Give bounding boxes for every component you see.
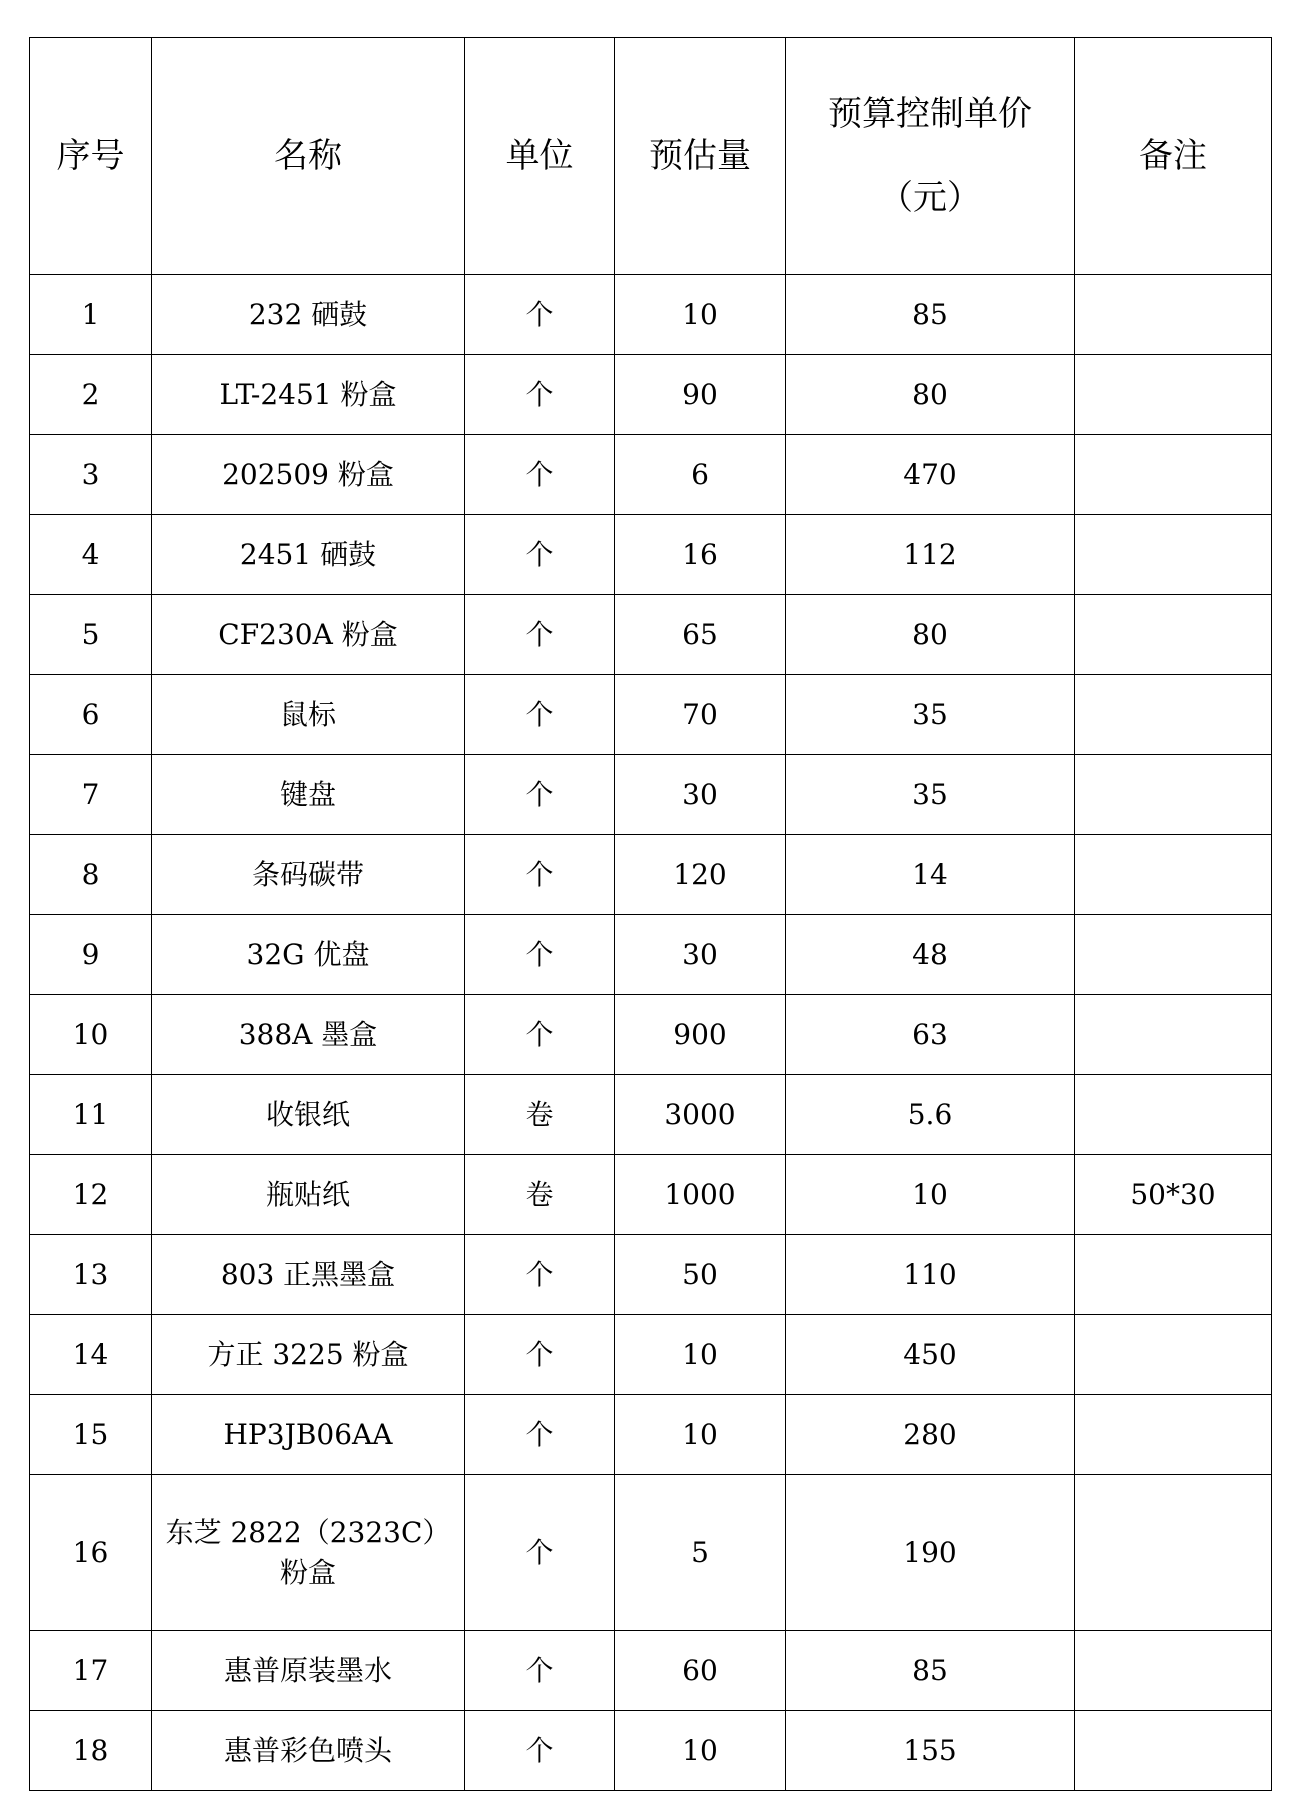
table-row [30,675,1272,755]
cell-index: 15 [30,1395,152,1475]
table-row [30,595,1272,675]
cell-name: 方正 3225 粉盒 [152,1315,465,1395]
cell-name: 鼠标 [152,675,465,755]
cell-index: 2 [30,355,152,435]
header-index: 序号 [30,38,152,275]
cell-remark [1075,595,1272,675]
cell-remark [1075,1475,1272,1631]
cell-price: 80 [786,595,1075,675]
cell-unit: 个 [465,1315,615,1395]
cell-name: 32G 优盘 [152,915,465,995]
cell-remark [1075,835,1272,915]
cell-remark [1075,1235,1272,1315]
cell-quantity: 1000 [615,1155,786,1235]
cell-price: 85 [786,275,1075,355]
cell-remark [1075,1395,1272,1475]
header-unit: 单位 [465,38,615,275]
cell-index: 16 [30,1475,152,1631]
header-price [786,38,1075,275]
table-body [30,275,1272,1791]
cell-index: 14 [30,1315,152,1395]
cell-quantity: 30 [615,755,786,835]
cell-unit: 卷 [465,1075,615,1155]
cell-remark [1075,1711,1272,1791]
cell-quantity: 90 [615,355,786,435]
table-row [30,1711,1272,1791]
table-row [30,835,1272,915]
table-row [30,1155,1272,1235]
cell-quantity: 65 [615,595,786,675]
cell-index: 12 [30,1155,152,1235]
cell-price: 5.6 [786,1075,1075,1155]
cell-unit: 个 [465,515,615,595]
cell-index: 11 [30,1075,152,1155]
cell-price: 35 [786,755,1075,835]
cell-price: 112 [786,515,1075,595]
cell-index: 9 [30,915,152,995]
header-price-line1: 预算控制单价 [828,94,1032,134]
cell-index: 6 [30,675,152,755]
cell-name: 803 正黑墨盒 [152,1235,465,1315]
cell-name: 惠普原装墨水 [152,1631,465,1711]
cell-remark [1075,915,1272,995]
cell-unit: 个 [465,1631,615,1711]
table-row [30,755,1272,835]
cell-name: 232 硒鼓 [152,275,465,355]
cell-name: LT-2451 粉盒 [152,355,465,435]
cell-quantity: 10 [615,1711,786,1791]
cell-name-line1: 东芝 2822（2323C） [165,1515,451,1549]
cell-name: HP3JB06AA [152,1395,465,1475]
cell-price: 10 [786,1155,1075,1235]
cell-remark [1075,435,1272,515]
cell-quantity: 10 [615,1395,786,1475]
cell-name: 键盘 [152,755,465,835]
cell-unit: 个 [465,835,615,915]
cell-name: CF230A 粉盒 [152,595,465,675]
cell-remark [1075,1631,1272,1711]
cell-price: 35 [786,675,1075,755]
cell-remark [1075,675,1272,755]
cell-remark: 50*30 [1075,1155,1272,1235]
cell-index: 17 [30,1631,152,1711]
cell-quantity: 6 [615,435,786,515]
table-row [30,1395,1272,1475]
cell-remark [1075,275,1272,355]
table-row [30,995,1272,1075]
table-row [30,355,1272,435]
cell-price: 450 [786,1315,1075,1395]
cell-remark [1075,995,1272,1075]
cell-unit: 个 [465,1711,615,1791]
cell-name: 收银纸 [152,1075,465,1155]
cell-quantity: 3000 [615,1075,786,1155]
table-row [30,1075,1272,1155]
cell-remark [1075,355,1272,435]
cell-price: 63 [786,995,1075,1075]
cell-quantity: 16 [615,515,786,595]
cell-unit: 个 [465,675,615,755]
cell-name-line2: 粉盒 [279,1555,336,1589]
table-row [30,275,1272,355]
cell-name: 388A 墨盒 [152,995,465,1075]
cell-price: 110 [786,1235,1075,1315]
cell-unit: 个 [465,355,615,435]
cell-unit: 个 [465,1235,615,1315]
cell-index: 8 [30,835,152,915]
cell-name: 2451 硒鼓 [152,515,465,595]
cell-unit: 个 [465,755,615,835]
table-row [30,1315,1272,1395]
procurement-table [29,37,1272,1791]
header-quantity: 预估量 [615,38,786,275]
table-row [30,435,1272,515]
header-price-line2: （元） [879,178,981,218]
cell-price: 85 [786,1631,1075,1711]
cell-index: 7 [30,755,152,835]
header-name: 名称 [152,38,465,275]
header-remark: 备注 [1075,38,1272,275]
cell-quantity: 120 [615,835,786,915]
cell-remark [1075,755,1272,835]
cell-price: 280 [786,1395,1075,1475]
table-row [30,1475,1272,1631]
cell-price: 155 [786,1711,1075,1791]
cell-unit: 个 [465,275,615,355]
cell-price: 80 [786,355,1075,435]
table-row [30,1235,1272,1315]
table-row [30,1631,1272,1711]
cell-quantity: 30 [615,915,786,995]
cell-remark [1075,1315,1272,1395]
cell-name: 条码碳带 [152,835,465,915]
cell-unit: 个 [465,995,615,1075]
cell-quantity: 60 [615,1631,786,1711]
cell-price: 48 [786,915,1075,995]
cell-price: 470 [786,435,1075,515]
table-row [30,515,1272,595]
table-row [30,915,1272,995]
cell-index: 18 [30,1711,152,1791]
cell-index: 4 [30,515,152,595]
cell-remark [1075,1075,1272,1155]
cell-index: 13 [30,1235,152,1315]
cell-quantity: 10 [615,275,786,355]
cell-unit: 个 [465,1395,615,1475]
cell-unit: 个 [465,435,615,515]
cell-price: 14 [786,835,1075,915]
cell-name: 惠普彩色喷头 [152,1711,465,1791]
cell-price: 190 [786,1475,1075,1631]
cell-quantity: 900 [615,995,786,1075]
procurement-table-container [29,37,1272,1791]
cell-index: 10 [30,995,152,1075]
cell-quantity: 10 [615,1315,786,1395]
header-row [30,38,1272,275]
cell-index: 3 [30,435,152,515]
cell-index: 1 [30,275,152,355]
cell-index: 5 [30,595,152,675]
cell-unit: 个 [465,1475,615,1631]
cell-quantity: 5 [615,1475,786,1631]
cell-name: 202509 粉盒 [152,435,465,515]
cell-unit: 卷 [465,1155,615,1235]
cell-quantity: 50 [615,1235,786,1315]
cell-name [152,1475,465,1631]
cell-unit: 个 [465,595,615,675]
cell-remark [1075,515,1272,595]
cell-unit: 个 [465,915,615,995]
cell-quantity: 70 [615,675,786,755]
cell-name: 瓶贴纸 [152,1155,465,1235]
